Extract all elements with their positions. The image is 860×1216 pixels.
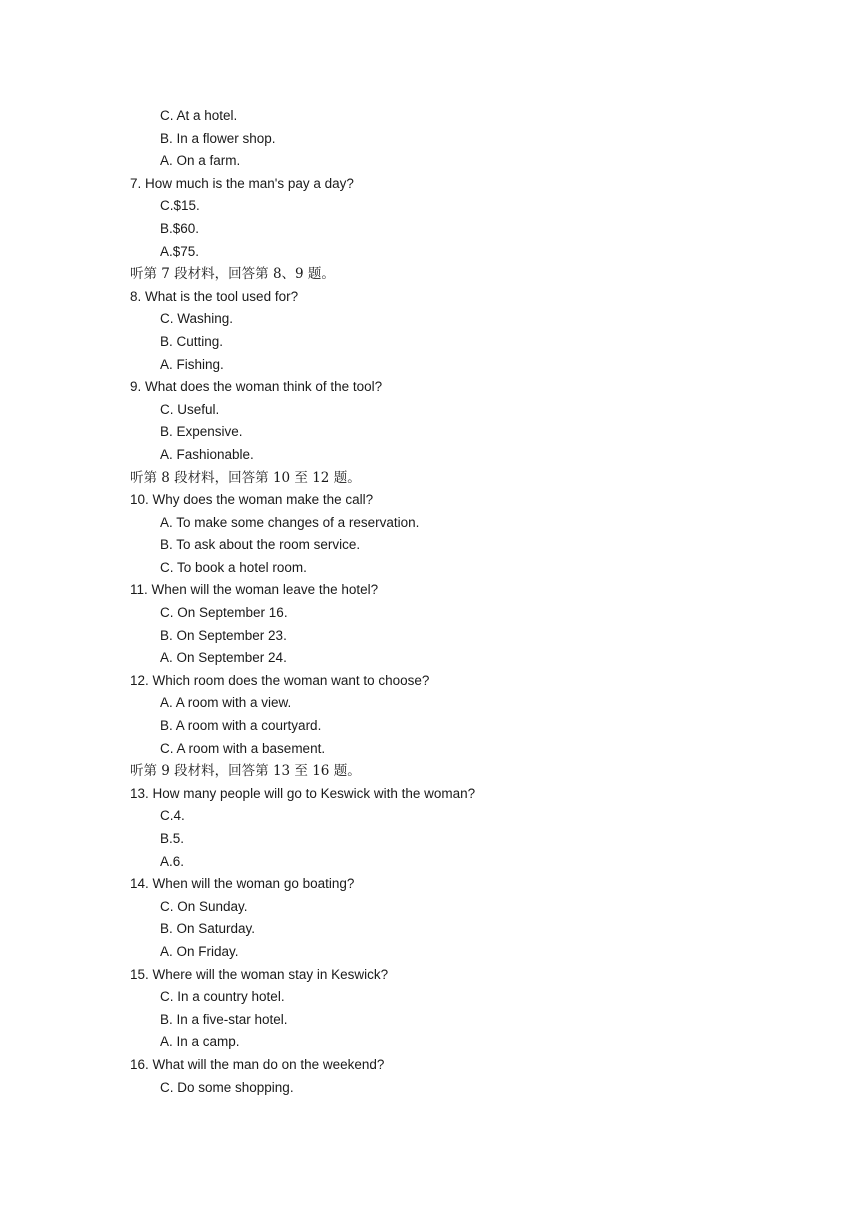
option-line: C. Washing. — [160, 311, 234, 327]
option-line: C. On Sunday. — [160, 898, 248, 914]
question-line: 14. When will the woman go boating? — [130, 876, 355, 892]
question-line: 8. What is the tool used for? — [130, 288, 299, 304]
question-line: 10. Why does the woman make the call? — [130, 492, 374, 508]
option-line: C. At a hotel. — [160, 108, 238, 123]
option-line: A. On Friday. — [160, 943, 239, 959]
option-line: A. On a farm. — [160, 153, 241, 169]
option-line: A. Fishing. — [160, 356, 224, 372]
option-line: C.$15. — [160, 198, 200, 214]
option-line: C. In a country hotel. — [160, 989, 285, 1005]
section-instruction: 听第 7 段材料，回答第 8、9 题。 — [130, 266, 335, 283]
option-line: A.$75. — [160, 243, 200, 259]
question-line: 12. Which room does the woman want to choose? — [130, 672, 430, 688]
option-line: B. In a five-star hotel. — [160, 1011, 288, 1027]
option-line: C. On September 16. — [160, 605, 288, 621]
option-line: B. On Saturday. — [160, 921, 256, 937]
option-line: B. On September 23. — [160, 627, 287, 643]
option-line: C. To book a hotel room. — [160, 559, 307, 575]
option-line: C. Useful. — [160, 401, 220, 417]
question-line: 9. What does the woman think of the tool? — [130, 379, 383, 395]
option-line: B. In a flower shop. — [160, 130, 276, 146]
option-line: B. A room with a courtyard. — [160, 718, 322, 734]
option-line: B. Expensive. — [160, 424, 243, 440]
option-line: A. In a camp. — [160, 1034, 240, 1050]
question-line: 7. How much is the man's pay a day? — [130, 175, 354, 191]
option-line: C. Do some shopping. — [160, 1079, 294, 1095]
option-line: B.$60. — [160, 220, 200, 236]
section-instruction: 听第 8 段材料，回答第 10 至 12 题。 — [130, 469, 361, 486]
question-line: 13. How many people will go to Keswick with the woman? — [130, 785, 476, 801]
option-line: B. To ask about the room service. — [160, 537, 361, 553]
document-body — [130, 105, 770, 1099]
option-line: A. Fashionable. — [160, 446, 254, 462]
question-line: 16. What will the man do on the weekend? — [130, 1056, 385, 1072]
option-line: C.4. — [160, 808, 185, 824]
option-line: A. On September 24. — [160, 650, 287, 666]
option-line: B.5. — [160, 831, 185, 846]
option-line: A. To make some changes of a reservation. — [160, 514, 420, 530]
question-line: 15. Where will the woman stay in Keswick? — [130, 966, 389, 982]
option-line: A. A room with a view. — [160, 695, 292, 711]
question-line: 11. When will the woman leave the hotel? — [130, 582, 379, 598]
option-line: A.6. — [160, 853, 185, 869]
option-line: B. Cutting. — [160, 333, 224, 349]
option-line: C. A room with a basement. — [160, 740, 326, 756]
section-instruction: 听第 9 段材料，回答第 13 至 16 题。 — [130, 763, 361, 780]
